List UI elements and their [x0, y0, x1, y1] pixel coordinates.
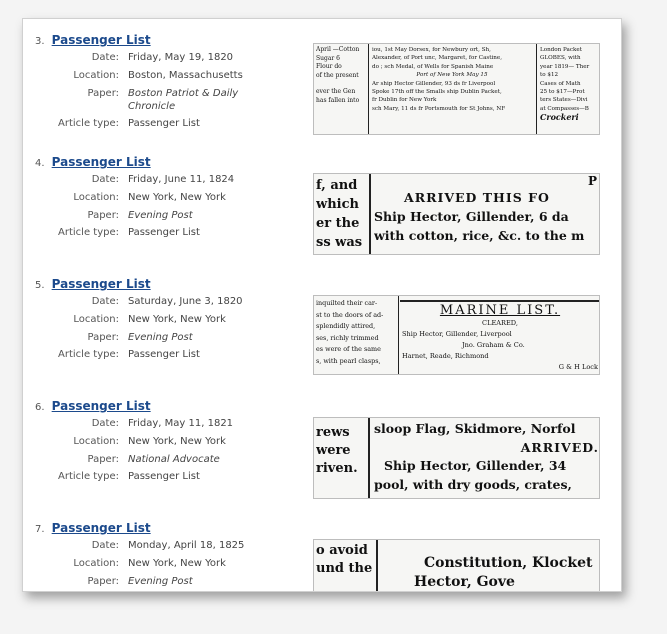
clipping-column-middle: Constitution, Klocket Hector, Gove	[414, 555, 593, 590]
location-label: Location:	[73, 192, 119, 203]
result-heading	[35, 273, 151, 289]
result-title-link[interactable]: Passenger List	[51, 155, 151, 169]
paper-label: Paper:	[87, 88, 119, 99]
article-type-value: Passenger List	[128, 118, 200, 129]
paper-value: National Advocate	[128, 454, 220, 465]
date-label: Date:	[91, 418, 119, 429]
clipping-column-left: April —Cotton Sugar 6 Flour do of the present ever the Gen has fallen into	[316, 46, 360, 104]
location-label: Location:	[73, 314, 119, 325]
result-heading	[35, 395, 151, 411]
clipping-column-middle: sloop Flag, Skidmore, Norfol ARRIVED. Ship Hector, Gillender, 34 pool, with dry goods, crates,	[374, 421, 599, 492]
location-value: Boston, Massachusetts	[128, 70, 243, 81]
article-type-value: Passenger List	[128, 349, 200, 360]
newspaper-clipping-thumbnail[interactable]	[313, 173, 600, 255]
article-type-label: Article type:	[58, 471, 119, 482]
article-type-label: Article type:	[58, 227, 119, 238]
paper-value: Evening Post	[128, 210, 193, 221]
paper-value: Evening Post	[128, 576, 193, 587]
date-value: Friday, May 19, 1820	[128, 52, 234, 63]
newspaper-clipping-thumbnail[interactable]	[313, 43, 600, 135]
location-value: New York, New York	[128, 192, 226, 203]
clipping-column-middle: MARINE LIST. CLEARED, Ship Hector, Gillender, Liverpool Jno. Graham & Co. Harnet, Reade, Richmond G & H Lock	[402, 304, 598, 371]
search-results-panel	[22, 18, 622, 592]
location-label: Location:	[73, 70, 119, 81]
clipping-column-middle: iou, 1st May Dorsex, for Newbury ort, Sh, Alexander, of Port unc, Margaret, for Castine, do ; sch Medal, of Wells for Spanish Maine Port of New York May 15 Ar ship Hector Gillender, 93 ds fr Liverpool Spoke 17th off the Smalls ship Dublin Packet, fr Dublin for New York sch Mary, 11 ds fr Portsmouth for St Johns, NF	[372, 47, 506, 112]
date-value: Friday, May 11, 1821	[128, 418, 234, 429]
result-number: 6.	[35, 402, 45, 413]
clipping-column-left: inquilted their car- st to the doors of ad- splendidly attired, ses, richly trimmed es were of the same s, with pearl clasps,	[316, 299, 384, 365]
paper-label: Paper:	[87, 210, 119, 221]
result-title-link[interactable]: Passenger List	[51, 399, 151, 413]
newspaper-clipping-thumbnail[interactable]	[313, 417, 600, 499]
newspaper-clipping-thumbnail[interactable]	[313, 539, 600, 592]
result-title-link[interactable]: Passenger List	[51, 277, 151, 291]
result-title-link[interactable]: Passenger List	[51, 33, 151, 47]
clipping-column-left: f, and which er the ss was	[316, 178, 363, 250]
result-number: 7.	[35, 524, 45, 535]
date-label: Date:	[91, 174, 119, 185]
date-value: Friday, June 11, 1824	[128, 174, 235, 185]
result-number: 5.	[35, 280, 45, 291]
clipping-column-right: P	[588, 174, 598, 188]
location-value: New York, New York	[128, 436, 226, 447]
paper-value: Boston Patriot & Daily Chronicle	[128, 88, 239, 112]
paper-value: Evening Post	[128, 332, 193, 343]
date-value: Monday, April 18, 1825	[128, 540, 245, 551]
search-result	[23, 151, 621, 261]
date-value: Saturday, June 3, 1820	[128, 296, 243, 307]
search-result	[23, 395, 621, 505]
search-result	[23, 29, 621, 139]
article-type-value: Passenger List	[128, 471, 200, 482]
result-heading	[35, 151, 151, 167]
date-label: Date:	[91, 296, 119, 307]
search-result	[23, 517, 621, 592]
location-value: New York, New York	[128, 314, 226, 325]
paper-label: Paper:	[87, 576, 119, 587]
paper-label: Paper:	[87, 454, 119, 465]
date-label: Date:	[91, 540, 119, 551]
article-type-label: Article type:	[58, 118, 119, 129]
clipping-column-right: London Packet GLOBES, with year 1819— Ther to $12 Cases of Math 25 to $17—Prot ters States—Divi at Compasses—B Crockeri	[540, 47, 590, 122]
clipping-column-left: o avoid und the	[316, 543, 373, 576]
search-result	[23, 273, 621, 383]
result-number: 4.	[35, 158, 45, 169]
clipping-column-middle: ARRIVED THIS FO Ship Hector, Gillender, 6 da with cotton, rice, &c. to the m	[374, 190, 585, 243]
clipping-column-left: rews were riven.	[316, 425, 358, 476]
result-title-link[interactable]: Passenger List	[51, 521, 151, 535]
location-label: Location:	[73, 558, 119, 569]
newspaper-clipping-thumbnail[interactable]	[313, 295, 600, 375]
result-heading	[35, 29, 151, 45]
result-heading	[35, 517, 151, 533]
location-value: New York, New York	[128, 558, 226, 569]
paper-label: Paper:	[87, 332, 119, 343]
date-label: Date:	[91, 52, 119, 63]
article-type-value: Passenger List	[128, 227, 200, 238]
result-number: 3.	[35, 36, 45, 47]
article-type-label: Article type:	[58, 349, 119, 360]
location-label: Location:	[73, 436, 119, 447]
